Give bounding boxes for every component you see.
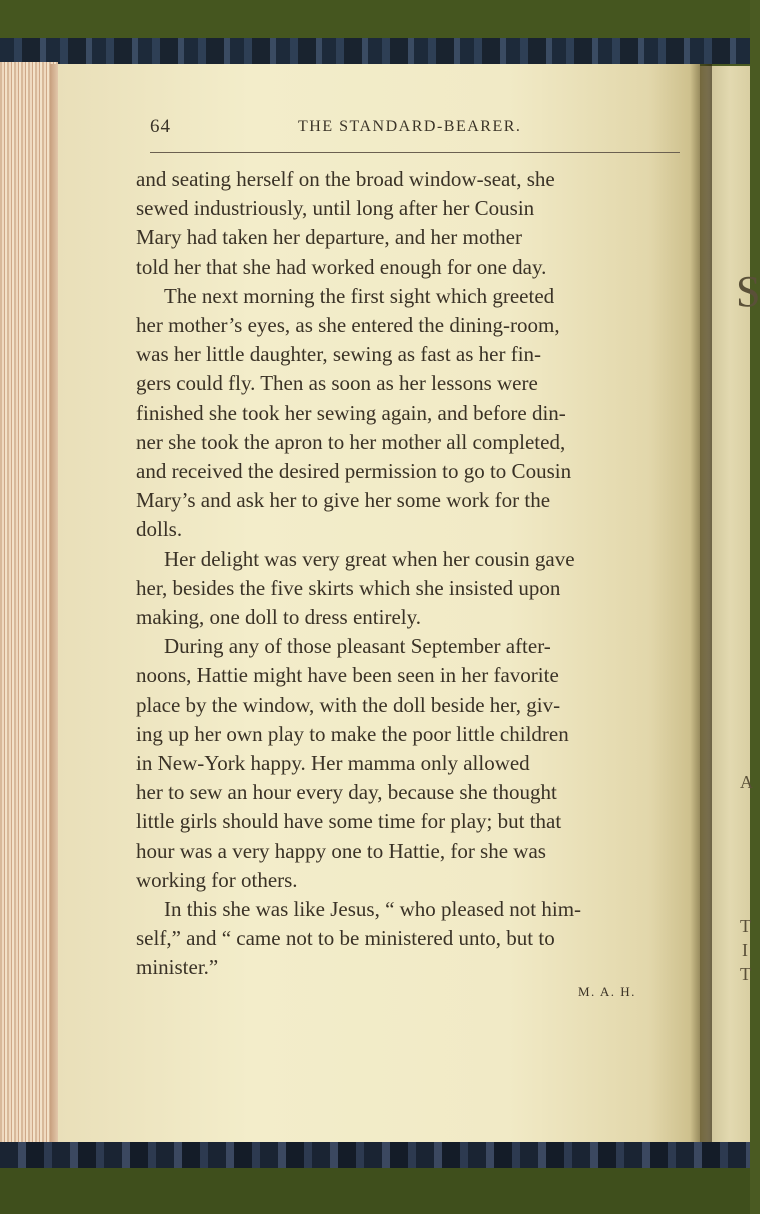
text-line: During any of those pleasant September after-: [164, 634, 551, 659]
text-line: The next morning the first sight which greeted: [164, 283, 555, 308]
text-line: and received the desired permission to go to Cousin: [136, 459, 572, 484]
text-line: her mother’s eyes, as she entered the dining-room,: [136, 313, 560, 338]
text-line: little girls should have some time for play; but that: [136, 809, 562, 834]
facing-page-letter: S: [736, 267, 760, 316]
text-line: ner she took the apron to her mother all completed,: [136, 429, 566, 454]
text-line: minister.”: [136, 955, 219, 980]
book-spine-top: [0, 38, 750, 64]
header-rule: [150, 152, 680, 153]
running-title: THE STANDARD-BEARER.: [298, 118, 522, 135]
text-line: gers could fly. Then as soon as her lessons were: [136, 371, 538, 396]
text-line: making, one doll to dress entirely.: [136, 605, 421, 630]
page-number: 64: [150, 116, 171, 137]
text-line: Mary’s and ask her to give her some work for the: [136, 488, 551, 513]
body-text: [136, 165, 681, 983]
facing-page-letter: I: [742, 940, 748, 960]
text-line: in New-York happy. Her mamma only allowed: [136, 751, 530, 776]
text-line: noons, Hattie might have been seen in her favorite: [136, 663, 559, 688]
text-line: ing up her own play to make the poor little children: [136, 721, 569, 746]
text-line: Mary had taken her departure, and her mother: [136, 225, 522, 250]
text-line: self,” and “ came not to be ministered unto, but to: [136, 926, 555, 951]
facing-page-letter: T: [740, 964, 751, 984]
text-line: sewed industriously, until long after her Cousin: [136, 196, 535, 221]
text-line: working for others.: [136, 867, 298, 892]
text-line: finished she took her sewing again, and before din-: [136, 400, 566, 425]
text-line: Her delight was very great when her cousin gave: [164, 546, 575, 571]
page-header: [150, 116, 680, 142]
text-line: In this she was like Jesus, “ who pleased not him-: [164, 897, 582, 922]
text-line: was her little daughter, sewing as fast as her fin-: [136, 342, 542, 367]
background-bottom: [0, 1168, 750, 1214]
text-line: her, besides the five skirts which she insisted upon: [136, 575, 561, 600]
facing-page-letter: A: [740, 772, 753, 792]
author-signature: M. A. H.: [578, 984, 636, 999]
text-line: hour was a very happy one to Hattie, for she was: [136, 838, 546, 863]
text-line: place by the window, with the doll beside her, giv-: [136, 692, 561, 717]
gutter-shadow: [690, 64, 712, 1146]
text-line: told her that she had worked enough for one day.: [136, 254, 547, 279]
facing-page-letter: T: [740, 916, 751, 936]
text-line: dolls.: [136, 517, 183, 542]
text-line: and seating herself on the broad window-seat, she: [136, 167, 555, 191]
background-top: [0, 0, 750, 40]
text-line: her to sew an hour every day, because she thought: [136, 780, 557, 805]
